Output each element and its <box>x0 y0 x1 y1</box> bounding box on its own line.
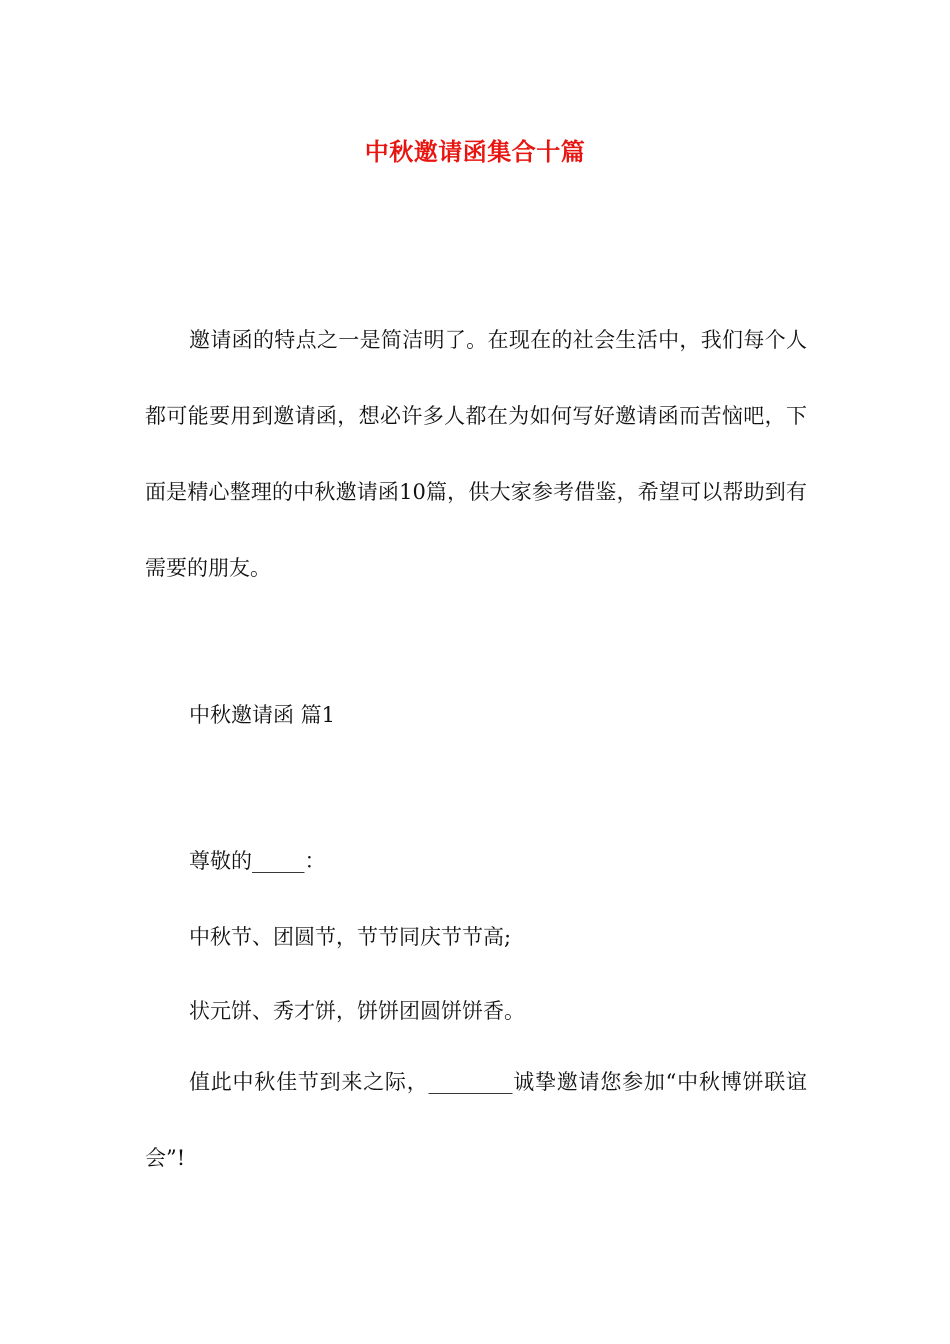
document-title: 中秋邀请函集合十篇 <box>364 138 586 166</box>
intro-paragraph: 邀请函的特点之一是简洁明了。在现在的社会生活中，我们每个人都可能要用到邀请函，想必许多人都在为如何写好邀请函而苦恼吧，下面是精心整理的中秋邀请函10篇，供大家参考借鉴，希望可以帮助到有需要的朋友。 <box>145 328 807 580</box>
body-paragraph-invitation: 值此中秋佳节到来之际，________诚挚邀请您参加“中秋博饼联谊会”! <box>145 1070 807 1170</box>
section-heading: 中秋邀请函 篇1 <box>189 703 336 727</box>
body-line-2: 状元饼、秀才饼，饼饼团圆饼饼香。 <box>189 999 525 1023</box>
body-line-1: 中秋节、团圆节，节节同庆节节高; <box>189 925 512 949</box>
greeting-line: 尊敬的_____： <box>189 849 326 873</box>
